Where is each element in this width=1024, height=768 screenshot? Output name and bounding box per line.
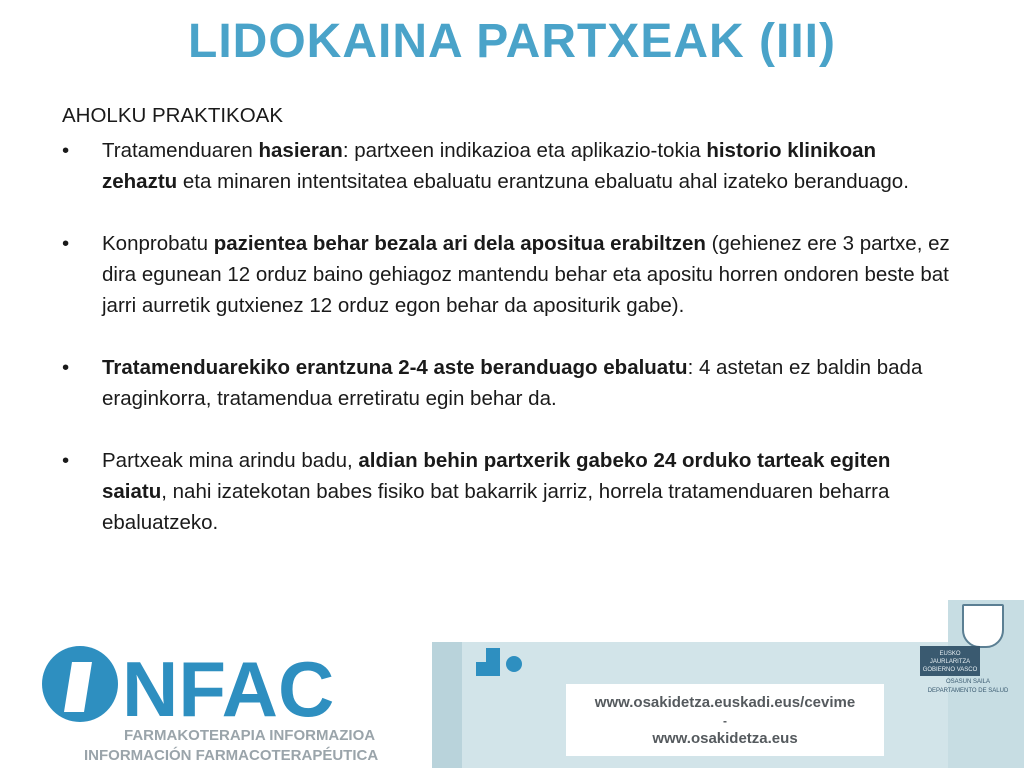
bullet-text: Partxeak mina arindu badu, [102, 449, 359, 472]
dept-label: OSASUN SAILA DEPARTAMENTO DE SALUD [927, 679, 1009, 694]
bullet-dot: • [62, 232, 70, 255]
nfac-line2: INFORMACIÓN FARMACOTERAPÉUTICA [84, 747, 379, 762]
nfac-wordmark: NFAC [122, 645, 335, 733]
bullet-bold-text: pazientea behar bezala ari dela apositua erabiltzen [213, 232, 706, 255]
bullet-bold-text: aldian behin partxerik gabeko 24 orduko tarteak egiten saiatu [102, 449, 891, 503]
section-heading: AHOLKU PRAKTIKOAK [62, 104, 284, 127]
bullet-text: (gehienez ere 3 partxe, ez dira egunean 12 orduz baino gehiagoz mantendu behar eta apositu horren ondoren beste bat jarri aurretik gutxienez 12 orduz egon behar da apositurik gabe). [102, 232, 950, 317]
bullet-text: Tratamenduaren [102, 139, 259, 162]
basque-government-crest-icon [962, 604, 1004, 648]
gov-label: EUSKO JAURLARITZA GOBIERNO VASCO [920, 646, 980, 676]
link-cevime[interactable]: www.osakidetza.euskadi.eus/cevime [594, 694, 856, 711]
bullet-text: : partxeen indikazioa eta aplikazio-tokia [342, 139, 707, 162]
slide-title: LIDOKAINA PARTXEAK (III) [188, 15, 836, 68]
link-osakidetza[interactable]: www.osakidetza.eus [652, 730, 798, 747]
bullet-item [62, 352, 952, 414]
bullet-bold-text: historio klinikoan zehaztu [102, 139, 877, 193]
bullet-text: : 4 astetan ez baldin bada eraginkorra, tratamendua erretiratu egin behar da. [102, 356, 923, 410]
bullet-dot: • [62, 449, 70, 472]
slide-body [62, 100, 952, 569]
bullet-bold-text: hasieran [258, 139, 343, 162]
bullet-text: eta minaren intentsitatea ebaluatu erantzuna ebaluatu ahal izateko beranduago. [177, 170, 909, 193]
bullet-item [62, 228, 952, 321]
health-cross-icon [472, 644, 528, 700]
bullet-item [62, 445, 952, 538]
footer-banner [0, 632, 1024, 768]
bullet-bold-text: Tratamenduarekiko erantzuna 2-4 aste beranduago ebaluatu [102, 356, 688, 379]
nfac-line1: FARMAKOTERAPIA INFORMAZIOA [124, 727, 376, 744]
bullet-dot: • [62, 139, 70, 162]
url-separator: - [723, 714, 727, 728]
bullet-text: Konprobatu [102, 232, 214, 255]
bullet-dot: • [62, 356, 70, 379]
bullet-item [62, 135, 952, 197]
bullet-list [62, 135, 952, 538]
bullet-text: , nahi izatekotan babes fisiko bat bakarrik jarriz, horrela tratamenduaren beharra ebaluatzeko. [102, 480, 890, 534]
url-box [566, 684, 884, 756]
nfac-logo [40, 642, 380, 762]
